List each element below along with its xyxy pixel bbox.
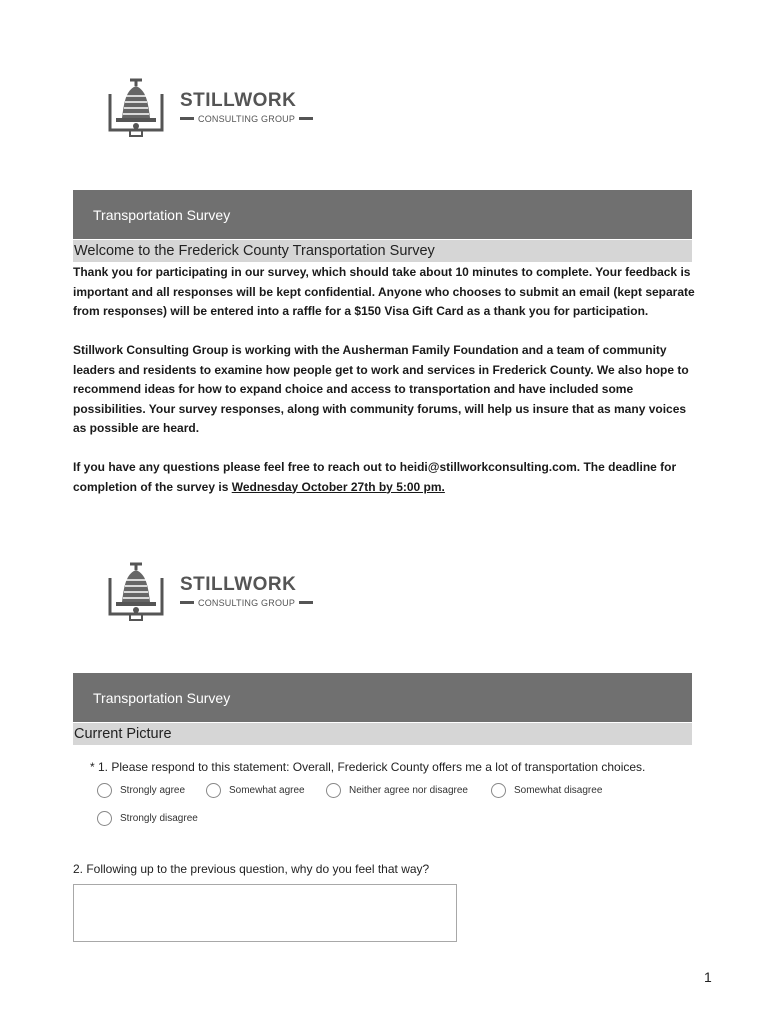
- intro-text: [73, 263, 698, 517]
- radio-button[interactable]: [491, 783, 506, 798]
- logo-name: STILLWORK: [180, 89, 297, 111]
- section-title: Current Picture: [74, 726, 172, 742]
- deadline-text: Wednesday October 27th by 5:00 pm.: [231, 479, 445, 494]
- radio-button[interactable]: [97, 783, 112, 798]
- survey-title: Transportation Survey: [93, 689, 231, 706]
- radio-button[interactable]: [326, 783, 341, 798]
- survey-title-bar: [73, 190, 692, 239]
- option-label: Strongly agree: [120, 785, 186, 796]
- option-strongly-disagree[interactable]: [97, 811, 198, 826]
- stillwork-logo: [104, 560, 313, 622]
- option-strongly-agree[interactable]: [97, 783, 185, 798]
- option-label: Strongly disagree: [120, 813, 198, 824]
- answer-textarea[interactable]: [73, 884, 457, 942]
- section-title: Welcome to the Frederick County Transportation Survey: [74, 243, 435, 259]
- option-label: Somewhat disagree: [514, 785, 603, 796]
- logo-subtitle: CONSULTING GROUP: [198, 597, 296, 608]
- bell-logo-icon: [104, 560, 168, 622]
- question-1: * 1. Please respond to this statement: Overall, Frederick County offers me a lot of transportation choices.: [90, 760, 646, 774]
- intro-paragraph-2: Stillwork Consulting Group is working with the Ausherman Family Foundation and a team of community leaders and residents to examine how people get to work and services in Frederick County. We also hope to recommend ideas for how to expand choice and access to transportation and have included some possibilities. Your survey responses, along with community forums, will help us insure that as many voices as possible are heard.: [73, 343, 689, 435]
- intro-paragraph-3: If you have any questions please feel free to reach out to heidi@stillworkconsulting.com. The deadline for completion of the survey is Wednesday October 27th by 5:00 pm.: [73, 460, 677, 494]
- option-label: Somewhat agree: [229, 785, 305, 796]
- question-2: 2. Following up to the previous question, why do you feel that way?: [73, 862, 430, 876]
- option-label: Neither agree nor disagree: [349, 785, 468, 796]
- radio-button[interactable]: [97, 811, 112, 826]
- logo-name: STILLWORK: [180, 573, 297, 595]
- survey-title: Transportation Survey: [93, 206, 231, 223]
- bell-logo-icon: [104, 76, 168, 138]
- stillwork-logo: [104, 76, 313, 138]
- radio-button[interactable]: [206, 783, 221, 798]
- option-neither[interactable]: [326, 783, 468, 798]
- page-number: 1: [704, 969, 712, 985]
- section-title-bar: [73, 723, 692, 745]
- option-somewhat-disagree[interactable]: [491, 783, 602, 798]
- option-somewhat-agree[interactable]: [206, 783, 305, 798]
- section-title-bar: [73, 240, 692, 262]
- survey-title-bar: [73, 673, 692, 722]
- intro-paragraph-1: Thank you for participating in our survey, which should take about 10 minutes to complete. Your feedback is important and all responses will be kept confidential. Anyone who chooses to submit an email (kept separate from responses) will be entered into a raffle for a $150 Visa Gift Card as a thank you for participation.: [73, 265, 695, 318]
- logo-subtitle: CONSULTING GROUP: [198, 113, 296, 124]
